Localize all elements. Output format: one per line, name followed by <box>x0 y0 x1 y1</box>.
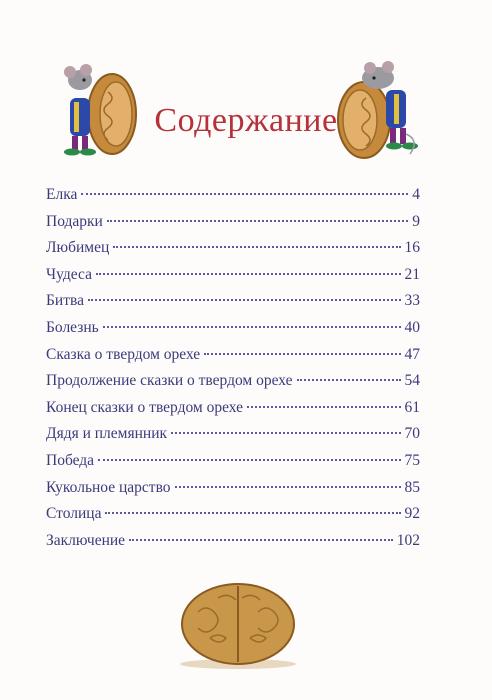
toc-entry-title: Заключение <box>46 531 126 549</box>
table-of-contents <box>46 186 420 558</box>
toc-entry-page: 75 <box>404 451 420 469</box>
toc-entry-title: Подарки <box>46 212 103 230</box>
toc-dot-leader <box>96 273 401 275</box>
toc-entry <box>46 186 420 213</box>
toc-entry <box>46 239 420 266</box>
toc-entry-page: 40 <box>404 318 420 336</box>
toc-entry-title: Чудеса <box>46 265 92 283</box>
toc-dot-leader <box>175 486 401 488</box>
toc-entry <box>46 452 420 479</box>
toc-entry-title: Конец сказки о твердом орехе <box>46 398 244 416</box>
toc-dot-leader <box>98 459 400 461</box>
toc-entry <box>46 346 420 373</box>
toc-dot-leader <box>129 539 393 541</box>
toc-entry-page: 47 <box>404 345 420 363</box>
toc-entry <box>46 266 420 293</box>
toc-entry-title: Столица <box>46 505 102 523</box>
toc-dot-leader <box>81 193 408 195</box>
toc-entry-title: Кукольное царство <box>46 478 171 496</box>
toc-entry-page: 61 <box>404 398 420 416</box>
toc-entry <box>46 319 420 346</box>
toc-dot-leader <box>171 432 400 434</box>
walnut-illustration <box>168 572 308 672</box>
toc-entry <box>46 399 420 426</box>
toc-entry-page: 70 <box>404 425 420 443</box>
toc-entry-page: 33 <box>404 292 420 310</box>
toc-entry <box>46 372 420 399</box>
toc-dot-leader <box>107 220 408 222</box>
toc-dot-leader <box>105 512 400 514</box>
toc-entry-title: Продолжение сказки о твердом орехе <box>46 372 293 390</box>
toc-dot-leader <box>103 326 401 328</box>
toc-entry-title: Битва <box>46 292 84 310</box>
toc-entry-page: 92 <box>404 505 420 523</box>
toc-entry-page: 85 <box>404 478 420 496</box>
toc-entry-title: Сказка о твердом орехе <box>46 345 201 363</box>
toc-entry <box>46 425 420 452</box>
toc-entry-page: 21 <box>404 265 420 283</box>
toc-dot-leader <box>113 246 400 248</box>
toc-entry-page: 16 <box>404 239 420 257</box>
toc-entry <box>46 213 420 240</box>
toc-entry-title: Болезнь <box>46 318 99 336</box>
toc-entry-page: 4 <box>412 186 420 203</box>
toc-entry-page: 9 <box>412 212 420 230</box>
toc-entry <box>46 292 420 319</box>
toc-entry-page: 102 <box>396 531 420 549</box>
toc-entry <box>46 532 420 559</box>
toc-entry <box>46 505 420 532</box>
toc-entry <box>46 479 420 506</box>
toc-entry-page: 54 <box>404 372 420 390</box>
toc-dot-leader <box>204 353 400 355</box>
toc-entry-title: Победа <box>46 451 95 469</box>
toc-dot-leader <box>88 299 401 301</box>
toc-entry-title: Елка <box>46 186 78 203</box>
page-title: Содержание <box>154 102 338 139</box>
toc-entry-title: Дядя и племянник <box>46 425 168 443</box>
toc-dot-leader <box>297 379 401 381</box>
toc-dot-leader <box>247 406 400 408</box>
toc-entry-title: Любимец <box>46 239 110 257</box>
